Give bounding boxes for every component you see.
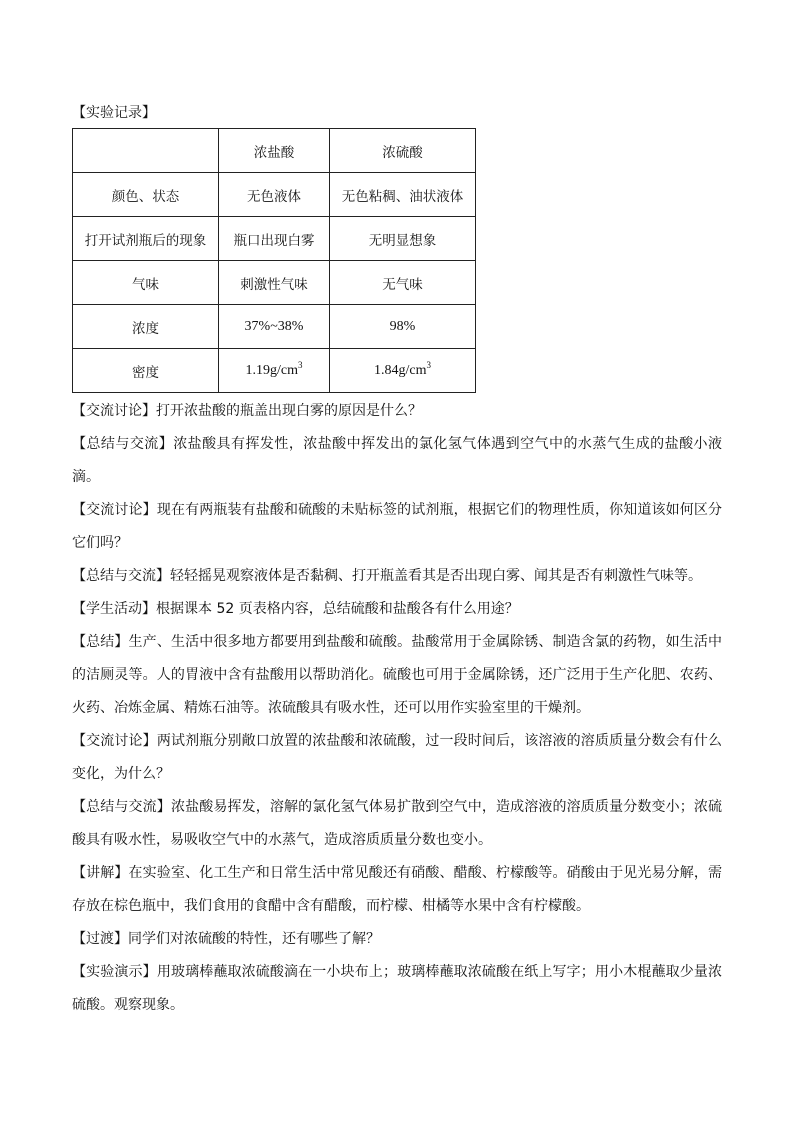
paragraph-text: 现在有两瓶装有盐酸和硫酸的未贴标签的试剂瓶，根据它们的物理性质，你知道该如何区分它们吗？ — [72, 502, 723, 551]
paragraph — [72, 428, 722, 494]
table-row — [73, 305, 476, 349]
paragraph — [72, 791, 722, 857]
paragraph-tag: 【讲解】 — [72, 865, 129, 881]
experiment-record-table — [72, 128, 476, 393]
paragraph — [72, 395, 722, 428]
paragraph-text: 同学们对浓硫酸的特性，还有哪些了解？ — [128, 931, 380, 947]
table-cell: 无色液体 — [219, 173, 330, 217]
density-value: 1.84g/cm — [374, 362, 427, 378]
paragraph — [72, 923, 722, 956]
row-label: 气味 — [73, 261, 219, 305]
paragraph-text: 浓盐酸具有挥发性，浓盐酸中挥发出的氯化氢气体遇到空气中的水蒸气生成的盐酸小液滴。 — [72, 436, 723, 485]
paragraph-tag: 【总结与交流】 — [72, 436, 174, 452]
density-exponent: 3 — [426, 359, 431, 370]
paragraph-tag: 【交流讨论】 — [72, 502, 157, 518]
table-header-cell: 浓硫酸 — [330, 129, 476, 173]
table-cell: 无气味 — [330, 261, 476, 305]
paragraph — [72, 626, 722, 725]
document-page — [72, 100, 722, 1022]
table-cell — [219, 349, 330, 393]
paragraph-tag: 【过渡】 — [72, 931, 128, 947]
paragraph-tag: 【总结与交流】 — [72, 799, 171, 815]
table-row — [73, 349, 476, 393]
paragraph — [72, 956, 722, 1022]
table-cell: 无色粘稠、油状液体 — [330, 173, 476, 217]
paragraph-tag: 【总结与交流】 — [72, 568, 170, 584]
density-value: 1.19g/cm — [245, 362, 298, 378]
paragraph-tag: 【实验演示】 — [72, 964, 157, 980]
table-header-row — [73, 129, 476, 173]
paragraph — [72, 560, 722, 593]
table-row — [73, 173, 476, 217]
table-cell: 瓶口出现白雾 — [219, 217, 330, 261]
paragraph-text: 用玻璃棒蘸取浓硫酸滴在一小块布上；玻璃棒蘸取浓硫酸在纸上写字；用小木棍蘸取少量浓硫酸。观察现象。 — [72, 964, 723, 1013]
row-label: 密度 — [73, 349, 219, 393]
paragraph-tag: 【总结】 — [72, 634, 129, 650]
table-cell: 37%~38% — [219, 305, 330, 349]
paragraph-text: 生产、生活中很多地方都要用到盐酸和硫酸。盐酸常用于金属除锈、制造含氯的药物，如生活中的洁厕灵等。人的胃液中含有盐酸用以帮助消化。硫酸也可用于金属除锈，还广泛用于生产化肥、农药、火药、冶炼金属、精炼石油等。浓硫酸具有吸水性，还可以用作实验室里的干燥剂。 — [72, 634, 723, 716]
paragraph-tag: 【交流讨论】 — [72, 733, 157, 749]
paragraph-text: 打开浓盐酸的瓶盖出现白雾的原因是什么？ — [156, 403, 422, 419]
paragraph-text: 浓盐酸易挥发，溶解的氯化氢气体易扩散到空气中，造成溶液的溶质质量分数变小；浓硫酸具有吸水性，易吸收空气中的水蒸气，造成溶质质量分数也变小。 — [72, 799, 723, 848]
table-cell — [330, 349, 476, 393]
paragraph-text: 轻轻摇晃观察液体是否黏稠、打开瓶盖看其是否出现白雾、闻其是否有刺激性气味等。 — [170, 568, 702, 584]
table-cell: 98% — [330, 305, 476, 349]
row-label: 打开试剂瓶后的现象 — [73, 217, 219, 261]
table-row — [73, 217, 476, 261]
paragraph — [72, 725, 722, 791]
paragraph-text: 在实验室、化工生产和日常生活中常见酸还有硝酸、醋酸、柠檬酸等。硝酸由于见光易分解，需存放在棕色瓶中，我们食用的食醋中含有醋酸，而柠檬、柑橘等水果中含有柠檬酸。 — [72, 865, 723, 914]
table-cell: 无明显想象 — [330, 217, 476, 261]
table-row — [73, 261, 476, 305]
paragraph-tag: 【交流讨论】 — [72, 403, 156, 419]
discussion-section — [72, 395, 722, 1022]
row-label: 颜色、状态 — [73, 173, 219, 217]
paragraph — [72, 593, 722, 626]
paragraph-tag: 【学生活动】 — [72, 601, 156, 617]
paragraph — [72, 857, 722, 923]
record-heading: 【实验记录】 — [72, 105, 156, 121]
paragraph-text: 根据课本 52 页表格内容，总结硫酸和盐酸各有什么用途？ — [156, 601, 519, 617]
density-exponent: 3 — [298, 359, 303, 370]
table-header-cell — [73, 129, 219, 173]
table-header-cell: 浓盐酸 — [219, 129, 330, 173]
paragraph-text: 两试剂瓶分别敞口放置的浓盐酸和浓硫酸，过一段时间后，该溶液的溶质质量分数会有什么变化，为什么？ — [72, 733, 723, 782]
row-label: 浓度 — [73, 305, 219, 349]
paragraph — [72, 494, 722, 560]
table-cell: 刺激性气味 — [219, 261, 330, 305]
